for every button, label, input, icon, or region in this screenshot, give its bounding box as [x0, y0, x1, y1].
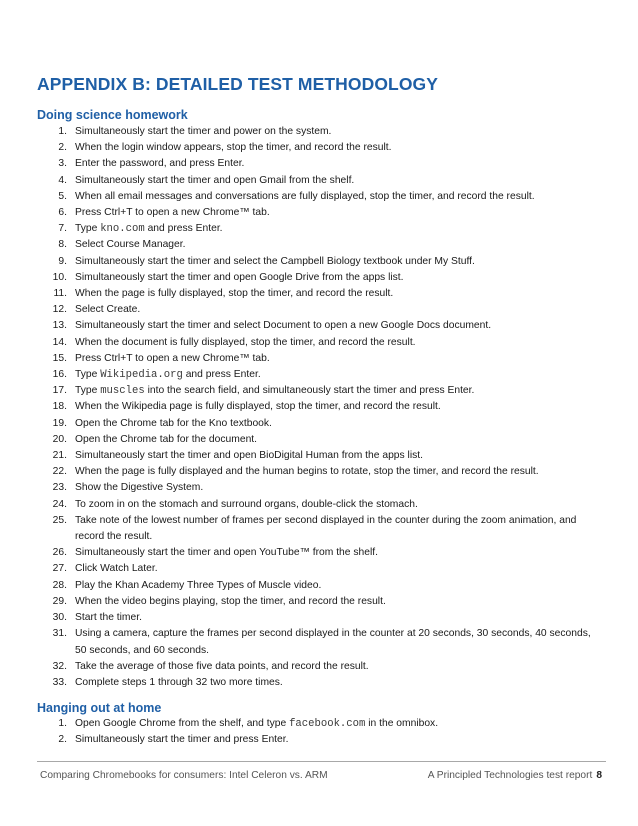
step-text: Simultaneously start the timer and open Google Drive from the apps list.: [75, 271, 404, 283]
step-text: Simultaneously start the timer and select Document to open a new Google Docs document.: [75, 320, 492, 332]
step-item: [0, 205, 638, 221]
step-item: [0, 448, 638, 464]
step-item: [0, 659, 638, 675]
step-item: [0, 416, 638, 432]
step-number: 21.: [52, 450, 67, 462]
step-item: [0, 270, 638, 286]
step-number: 10.: [52, 271, 67, 283]
step-item: [0, 254, 638, 270]
step-text: Using a camera, capture the frames per second displayed in the counter at 20 seconds, 30 seconds, 40 seconds, 50 seconds, and 60 seconds.: [75, 628, 591, 656]
step-number: 19.: [52, 417, 67, 429]
step-item: [0, 189, 638, 205]
section-heading-science: Doing science homework: [37, 108, 188, 122]
step-number: 17.: [52, 385, 67, 397]
step-text: To zoom in on the stomach and surround organs, double-click the stomach.: [75, 498, 418, 510]
step-text: in the omnibox.: [365, 718, 439, 729]
step-text: Open Google Chrome from the shelf, and type: [75, 718, 290, 729]
step-text: Play the Khan Academy Three Types of Muscle video.: [75, 579, 322, 591]
step-text: Complete steps 1 through 32 two more times.: [75, 676, 283, 688]
step-item: [0, 464, 638, 480]
step-text: When the page is fully displayed, stop the timer, and record the result.: [75, 288, 394, 300]
step-number: 7.: [58, 223, 67, 235]
section-heading-home: Hanging out at home: [37, 701, 162, 715]
step-number: 33.: [52, 676, 67, 688]
step-item: [0, 140, 638, 156]
step-number: 30.: [52, 612, 67, 624]
step-text: Simultaneously start the timer and open YouTube™ from the shelf.: [75, 547, 378, 559]
step-text: Open the Chrome tab for the document.: [75, 433, 258, 445]
step-number: 3.: [58, 158, 67, 170]
step-number: 13.: [52, 320, 67, 332]
step-item: [0, 497, 638, 513]
footer-publisher: [428, 770, 602, 781]
step-text: Simultaneously start the timer and open Gmail from the shelf.: [75, 174, 355, 186]
step-item: [0, 732, 638, 748]
step-number: 1.: [58, 126, 67, 137]
step-item: [0, 480, 638, 496]
step-item: [0, 237, 638, 253]
step-text: Simultaneously start the timer and press Enter.: [75, 734, 289, 746]
step-number: 16.: [52, 369, 67, 381]
page-title: APPENDIX B: DETAILED TEST METHODOLOGY: [37, 74, 439, 94]
step-number: 2.: [58, 734, 67, 746]
step-item: [0, 221, 638, 237]
step-number: 28.: [52, 579, 67, 591]
step-text: When the login window appears, stop the timer, and record the result.: [75, 142, 392, 154]
step-item: [0, 716, 638, 732]
step-number: 25.: [52, 514, 67, 526]
step-number: 15.: [52, 352, 67, 364]
footer-divider: [37, 761, 606, 762]
step-number: 6.: [58, 207, 67, 219]
step-text: Click Watch Later.: [75, 563, 158, 575]
step-item: [0, 561, 638, 577]
step-text: Simultaneously start the timer and power on the system.: [75, 126, 332, 137]
step-number: 14.: [52, 336, 67, 348]
step-text: Press Ctrl+T to open a new Chrome™ tab.: [75, 207, 270, 219]
step-item: [0, 383, 638, 399]
step-item: [0, 286, 638, 302]
step-item: [0, 335, 638, 351]
step-item: [0, 432, 638, 448]
step-number: 32.: [52, 660, 67, 672]
step-number: 9.: [58, 255, 67, 267]
step-item: [0, 513, 638, 545]
step-item: [0, 302, 638, 318]
step-item: [0, 399, 638, 415]
step-number: 8.: [58, 239, 67, 251]
page-number: 8: [596, 770, 602, 781]
step-text: When the page is fully displayed and the human begins to rotate, stop the timer, and record the result.: [75, 466, 539, 478]
step-number: 12.: [52, 304, 67, 316]
step-text: Select Create.: [75, 304, 141, 316]
step-code-text: Wikipedia.org: [100, 369, 183, 382]
step-number: 5.: [58, 190, 67, 202]
step-text: When all email messages and conversations are fully displayed, stop the timer, and record the result.: [75, 190, 535, 202]
step-number: 24.: [52, 498, 67, 510]
step-number: 2.: [58, 142, 67, 154]
step-number: 31.: [52, 628, 67, 640]
step-text: Type: [75, 223, 101, 235]
step-item: [0, 124, 638, 140]
steps-list-science: [0, 124, 638, 691]
step-text: and press Enter.: [182, 369, 261, 381]
step-text: Take the average of those five data points, and record the result.: [75, 660, 369, 672]
step-code-text: muscles: [100, 385, 145, 398]
step-text: Simultaneously start the timer and open BioDigital Human from the apps list.: [75, 450, 423, 462]
step-number: 23.: [52, 482, 67, 494]
step-text: Simultaneously start the timer and select the Campbell Biology textbook under My Stuff.: [75, 255, 475, 267]
step-number: 20.: [52, 433, 67, 445]
footer-report-title: Comparing Chromebooks for consumers: Intel Celeron vs. ARM: [40, 770, 328, 781]
step-item: [0, 610, 638, 626]
step-number: 26.: [52, 547, 67, 559]
footer-publisher-text: A Principled Technologies test report: [427, 770, 593, 781]
step-item: [0, 318, 638, 334]
step-text: When the video begins playing, stop the timer, and record the result.: [75, 595, 386, 607]
step-number: 1.: [58, 718, 67, 729]
step-text: Select Course Manager.: [75, 239, 186, 251]
step-number: 22.: [52, 466, 67, 478]
step-text: Take note of the lowest number of frames per second displayed in the counter during the zoom animation, and record the result.: [75, 514, 577, 543]
step-text: When the Wikipedia page is fully displayed, stop the timer, and record the result.: [75, 401, 441, 413]
step-number: 27.: [52, 563, 67, 575]
step-item: [0, 156, 638, 172]
step-number: 11.: [53, 288, 67, 300]
step-number: 4.: [58, 174, 67, 186]
step-number: 29.: [52, 595, 67, 607]
step-number: 18.: [52, 401, 67, 413]
step-code-text: kno.com: [100, 223, 145, 236]
step-item: [0, 351, 638, 367]
step-text: Start the timer.: [75, 612, 142, 624]
step-item: [0, 578, 638, 594]
step-item: [0, 594, 638, 610]
step-text: Type: [75, 385, 101, 397]
step-item: [0, 675, 638, 691]
step-item: [0, 173, 638, 189]
step-item: [0, 545, 638, 561]
step-text: Enter the password, and press Enter.: [75, 158, 245, 170]
step-text: Type: [75, 369, 101, 381]
step-text: and press Enter.: [144, 223, 223, 235]
step-item: [0, 626, 638, 658]
step-code-text: facebook.com: [289, 718, 366, 730]
step-text: Open the Chrome tab for the Kno textbook.: [75, 417, 272, 429]
step-text: into the search field, and simultaneously start the timer and press Enter.: [144, 385, 475, 397]
step-text: Press Ctrl+T to open a new Chrome™ tab.: [75, 352, 270, 364]
step-text: Show the Digestive System.: [75, 482, 204, 494]
steps-list-home: [0, 716, 638, 748]
step-item: [0, 367, 638, 383]
step-text: When the document is fully displayed, stop the timer, and record the result.: [75, 336, 416, 348]
